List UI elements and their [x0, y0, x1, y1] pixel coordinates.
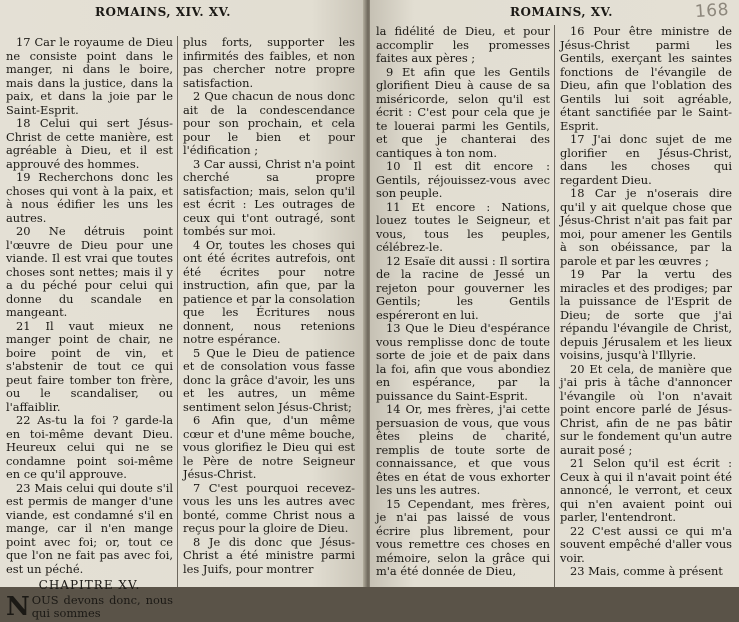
left-column-b: [183, 36, 355, 587]
right-page: [370, 0, 739, 587]
verse: 12 Esaïe dit aussi : Il sortira de la racine de Jessé un rejeton pour gouverner les Gentils; les Gentils espéreront en lui.: [376, 253, 550, 322]
verse: 17 Car le royaume de Dieu ne consiste point dans le manger, ni dans le boire, mais dans la justice, dans la paix, et dans la joie par le Saint-Esprit.: [6, 35, 173, 117]
verse: 22 As-tu la foi ? garde-la en toi-même devant Dieu. Heureux celui qui ne se condamne point soi-même en ce qu'il approuve.: [6, 413, 173, 481]
left-page: [0, 0, 366, 622]
left-column-a: [6, 35, 173, 622]
verse: 9 Et afin que les Gentils glorifient Dieu à cause de sa miséricorde, selon qu'il est écrit : C'est pour cela que je te louerai parmi les Gentils, et que je chanterai des cantiques à ton nom.: [376, 64, 550, 160]
verse: 19 Recherchons donc les choses qui vont à la paix, et à nous édifier les uns les autres.: [6, 170, 173, 225]
verse: 18 Car je n'oserais dire qu'il y ait quelque chose que Jésus-Christ n'ait pas fait par moi, pour amener les Gentils à son obéissance, par la parole et par les œuvres ;: [560, 186, 732, 268]
verse: 17 J'ai donc sujet de me glorifier en Jésus-Christ, dans les choses qui regardent Dieu.: [560, 132, 732, 187]
verse: 10 Il est dit encore : Gentils, réjouissez-vous avec son peuple.: [376, 159, 550, 200]
verse: plus forts, supporter les infirmités des faibles, et non pas chercher notre propre satisfaction.: [183, 35, 355, 90]
verse: 13 Que le Dieu d'espérance vous remplisse donc de toute sorte de joie et de paix dans la foi, afin que vous abondiez en espérance, par la puissance du Saint-Esprit.: [376, 321, 550, 403]
right-running-head: [370, 0, 739, 23]
verse: 16 Pour être ministre de Jésus-Christ parmi les Gentils, exerçant les saintes fonctions de l'évangile de Dieu, afin que l'oblation des Gentils lui soit agréable, étant sanctifiée par le Saint-Esprit.: [560, 24, 732, 133]
verse: 5 Que le Dieu de patience et de consolation vous fasse donc la grâce d'avoir, les uns et les autres, un même sentiment selon Jésus-Christ;: [183, 345, 355, 414]
verse: 15 Cependant, mes frères, je n'ai pas laissé de vous écrire plus librement, pour vous remettre ces choses en mémoire, selon la grâce qui m'a été donnée de Dieu,: [376, 496, 550, 578]
verse: 18 Celui qui sert Jésus-Christ de cette manière, est agréable à Dieu, et il est approuvé des hommes.: [6, 116, 173, 171]
right-column-b: [560, 25, 732, 587]
chapter-opening: [6, 591, 173, 622]
verse: 23 Mais, comme à présent: [570, 564, 723, 578]
right-running-head-title: ROMAINS, XV.: [510, 5, 613, 19]
verse: 19 Par la vertu des miracles et des prodiges; par la puissance de l'Esprit de Dieu; de sorte que j'ai répandu l'évangile de Christ, depuis Jérusalem et les lieux voisins, jusqu'à l'Illyrie.: [560, 267, 732, 362]
column-divider: [554, 25, 555, 587]
verse: 3 Car aussi, Christ n'a point cherché sa propre satisfaction; mais, selon qu'il est écrit : Les outrages de ceux qui t'ont outragé, sont tombés sur moi.: [183, 156, 355, 238]
chapter-heading: CHAPITRE XV.: [38, 578, 141, 592]
left-running-head-title: ROMAINS, XIV. XV.: [95, 5, 231, 19]
verse: 22 C'est aussi ce qui m'a souvent empêché d'aller vous voir.: [560, 523, 732, 565]
verse: 7 C'est pourquoi recevez-vous les uns les autres avec bonté, comme Christ nous a reçus pour la gloire de Dieu.: [183, 480, 355, 535]
chapter-first-line: OUS devons donc, nous qui sommes: [31, 592, 173, 620]
verse: 20 Ne détruis point l'œuvre de Dieu pour une viande. Il est vrai que toutes choses sont nettes; mais il y a du péché pour celui qui donne du scandale en mangeant.: [6, 224, 173, 319]
right-column-a: [376, 25, 550, 587]
handwritten-page-mark: 168: [694, 0, 730, 23]
column-divider: [177, 36, 178, 587]
left-running-head: [0, 3, 366, 23]
dropcap: N: [6, 591, 30, 622]
verse: la fidélité de Dieu, et pour accomplir les promesses faites aux pères ;: [376, 24, 550, 65]
verse: 4 Or, toutes les choses qui ont été écrites autrefois, ont été écrites pour notre instruction, afin que, par la patience et par la consolation que les Écritures nous donnent, nous retenions notre espérance.: [183, 237, 355, 346]
verse: 8 Je dis donc que Jésus-Christ a été ministre parmi les Juifs, pour montrer: [183, 534, 355, 576]
verse: 14 Or, mes frères, j'ai cette persuasion de vous, que vous êtes pleins de charité, remplis de toute sorte de connaissance, et que vous êtes en état de vous exhorter les uns les autres.: [376, 402, 550, 497]
verse: 20 Et cela, de manière que j'ai pris à tâche d'annoncer l'évangile où l'on n'avait point encore parlé de Jésus-Christ, afin de ne pas bâtir sur le fondement qu'un autre aurait posé ;: [560, 361, 732, 457]
verse: 2 Que chacun de nous donc ait de la condescendance pour son prochain, et cela pour le bien et pour l'édification ;: [183, 89, 355, 157]
verse: 6 Afin que, d'un même cœur et d'une même bouche, vous glorifiez le Dieu qui est le Père de notre Seigneur Jésus-Christ.: [183, 413, 355, 481]
verse: 11 Et encore : Nations, louez toutes le Seigneur, et vous, tous les peuples, célébrez-le.: [376, 199, 550, 254]
verse: 23 Mais celui qui doute s'il est permis de manger d'une viande, est condamné s'il en mange, car il n'en mange point avec foi; or, tout ce que l'on ne fait pas avec foi, est un péché.: [6, 480, 173, 576]
verse: 21 Il vaut mieux ne manger point de chair, ne boire point de vin, et s'abstenir de tout ce qui peut faire tomber ton frère, ou le scandaliser, ou l'affaiblir.: [6, 318, 173, 414]
verse: 21 Selon qu'il est écrit : Ceux à qui il n'avait point été annoncé, le verront, et ceux qui n'en avaient point oui parler, l'entendront.: [560, 456, 732, 524]
